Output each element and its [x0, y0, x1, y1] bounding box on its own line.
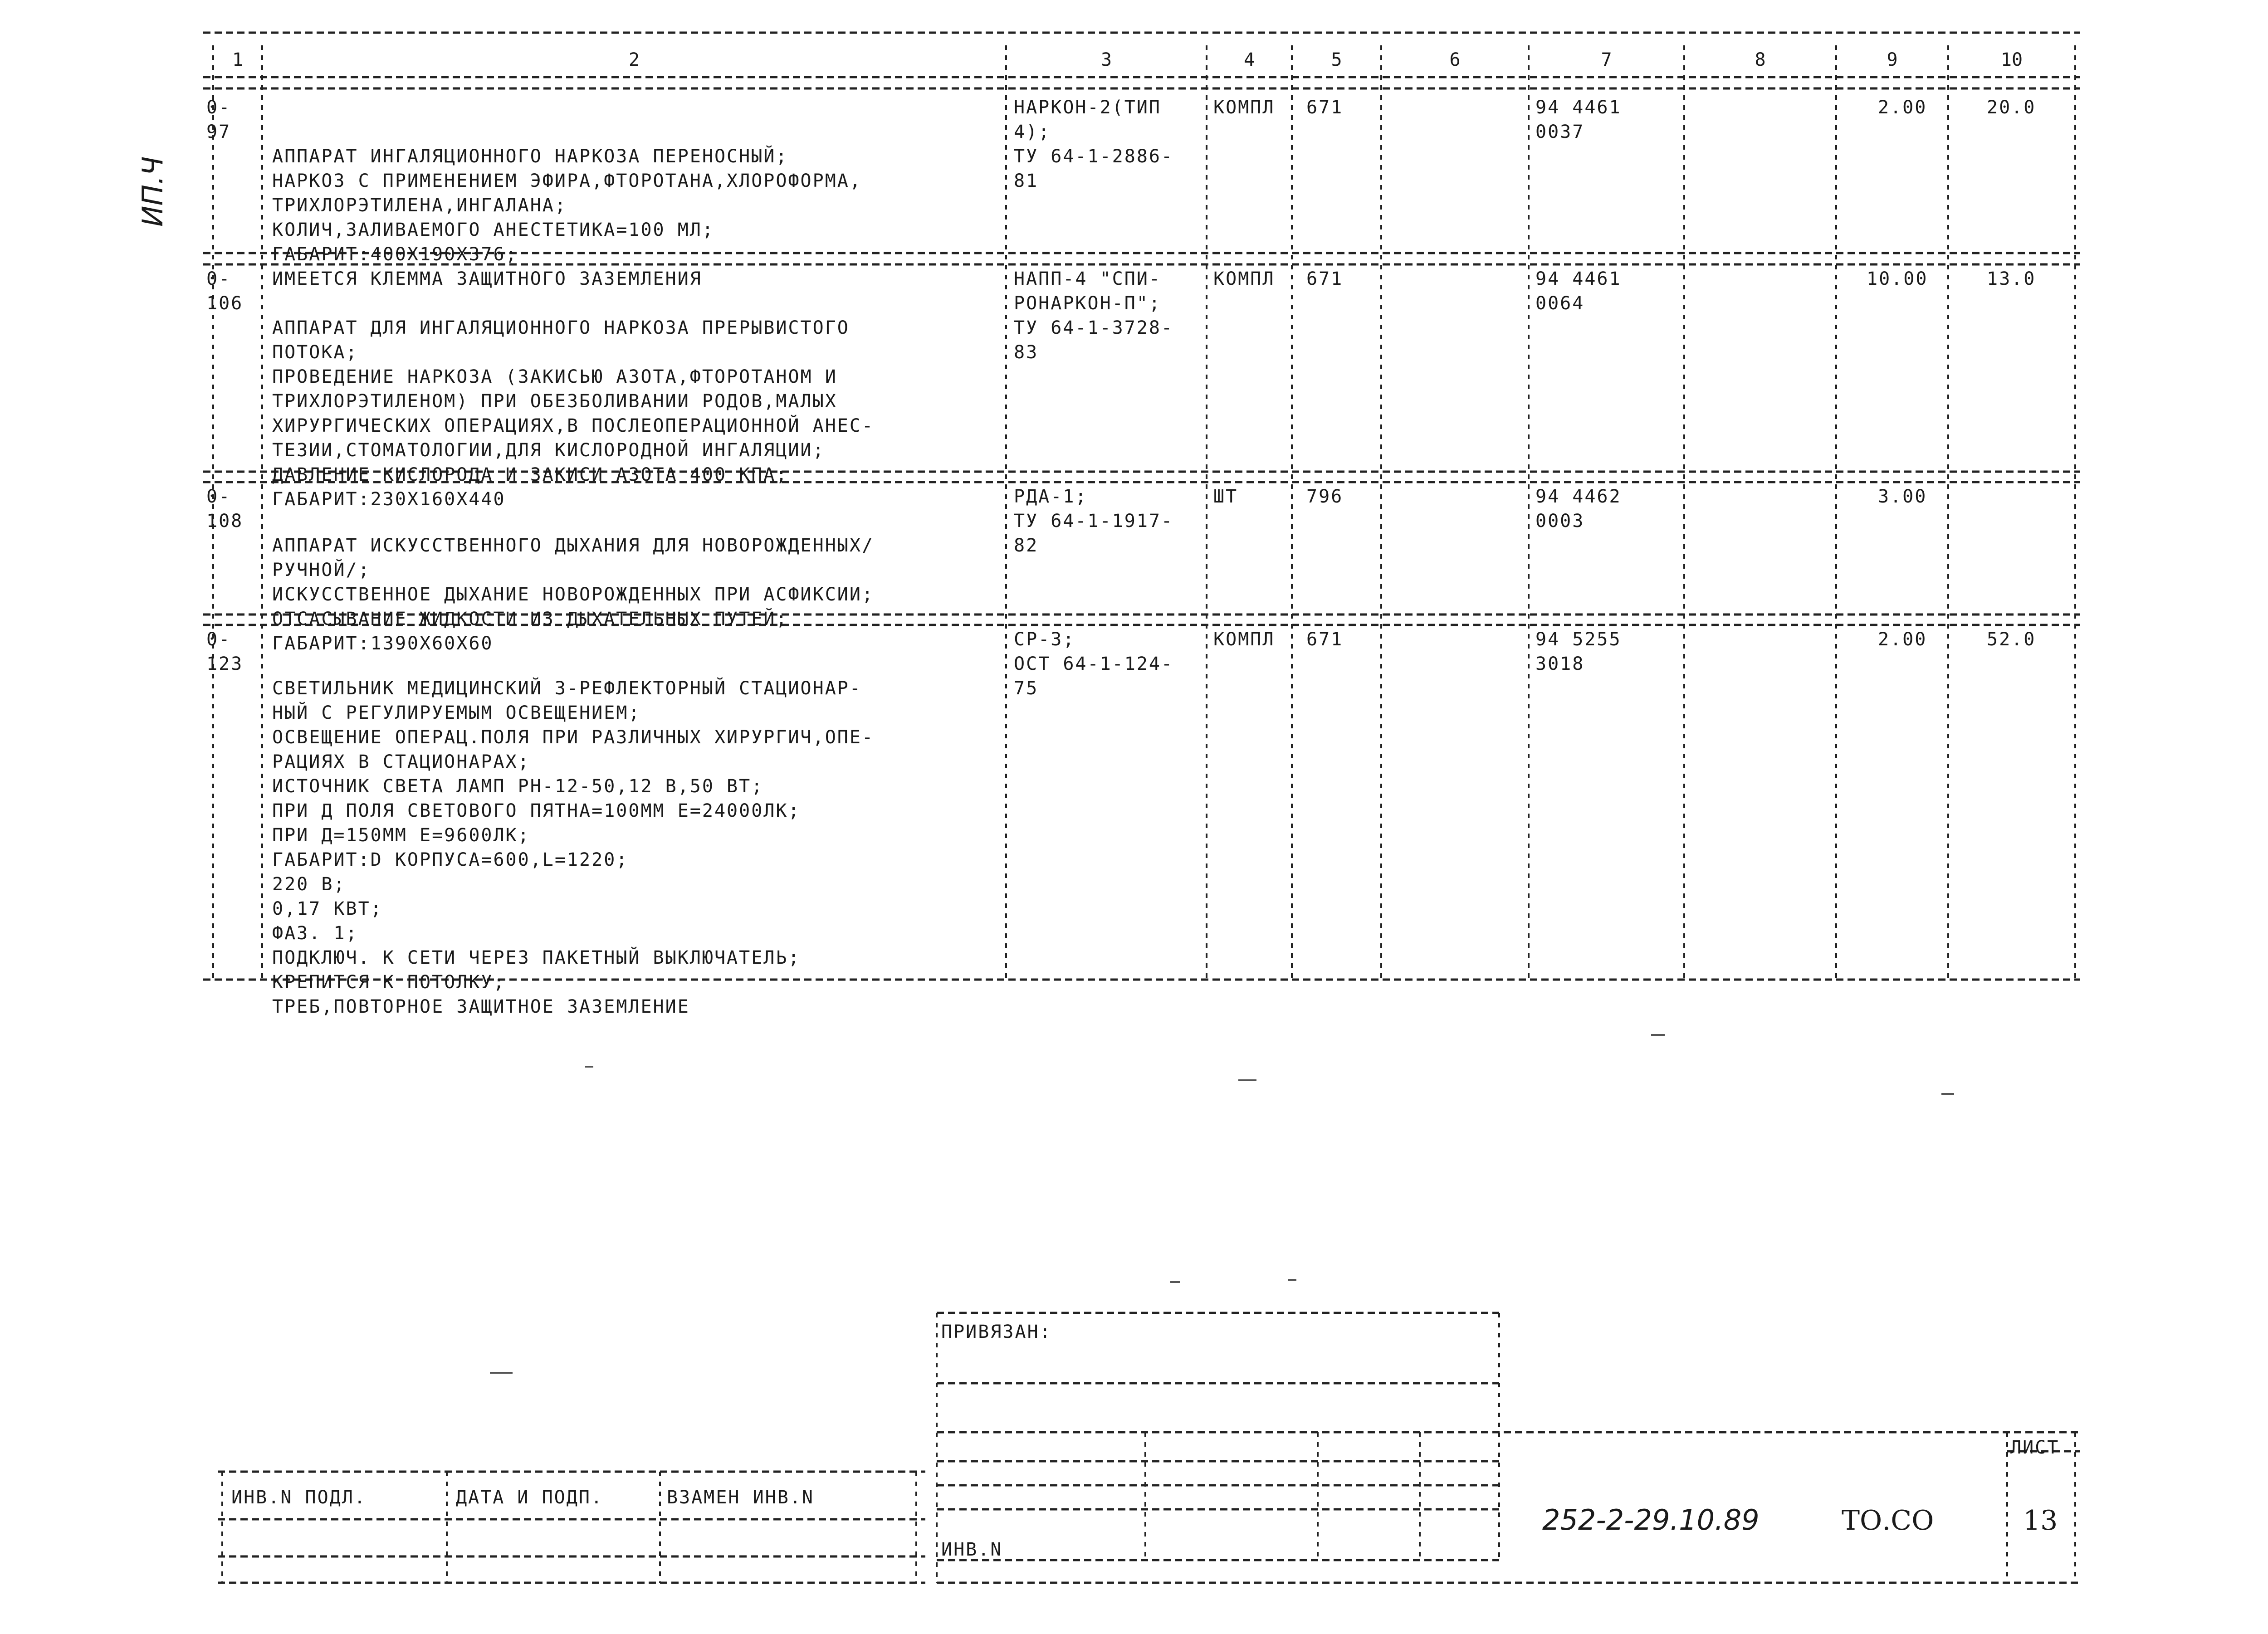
- scan-speck: [1941, 1093, 1954, 1095]
- row-quantity: 2.00: [1878, 629, 1927, 650]
- inv-n-label: ИНВ.N: [941, 1539, 1003, 1560]
- document-code: 252-2-29.10.89: [1542, 1503, 1760, 1536]
- scan-speck: [490, 1372, 513, 1374]
- row-quantity: 3.00: [1878, 486, 1927, 507]
- column-header-5: 5: [1331, 49, 1342, 70]
- column-header-7: 7: [1601, 49, 1612, 70]
- row-model: НАПП-4 "СПИ- РОНАРКОН-П"; ТУ 64-1-3728- 83: [1014, 268, 1174, 363]
- row-unit-code: 671: [1306, 629, 1344, 650]
- row-unit: КОМПЛ: [1213, 268, 1275, 289]
- scan-speck: [1238, 1079, 1256, 1081]
- scan-speck: [1170, 1281, 1180, 1283]
- row-price: 52.0: [1987, 629, 2036, 650]
- row-okp: 94 4461 0037: [1535, 97, 1622, 142]
- row-unit-code: 796: [1306, 486, 1344, 507]
- row-quantity: 10.00: [1867, 268, 1928, 289]
- margin-note: ИП.Ч: [136, 156, 169, 227]
- row-description: СВЕТИЛЬНИК МЕДИЦИНСКИЙ 3-РЕФЛЕКТОРНЫЙ СТАЦИОНАР- НЫЙ С РЕГУЛИРУЕМЫМ ОСВЕЩЕНИЕМ; ОСВЕЩЕНИЕ ОПЕРАЦ.ПОЛЯ ПРИ РАЗЛИЧНЫХ ХИРУРГИЧ,ОПЕ- РАЦИЯХ В СТАЦИОНАРАХ; ИСТОЧНИК СВЕТА ЛАМП РН-12-50,12 В,50 ВТ; ПРИ Д ПОЛЯ СВЕТОВОГО ПЯТНА=100ММ Е=24000ЛК; ПРИ Д=150ММ Е=9600ЛК; ГАБАРИТ:D КОРПУСА=600,L=1220; 220 В; 0,17 КВТ; ФАЗ. 1; ПОДКЛЮЧ. К СЕТИ ЧЕРЕЗ ПАКЕТНЫЙ ВЫКЛЮЧАТЕЛЬ; КРЕПИТСЯ К ПОТОЛКУ; ТРЕБ,ПОВТОРНОЕ ЗАЩИТНОЕ ЗАЗЕМЛЕНИЕ: [272, 678, 875, 1017]
- row-quantity: 2.00: [1878, 97, 1927, 118]
- row-description: АППАРАТ ДЛЯ ИНГАЛЯЦИОННОГО НАРКОЗА ПРЕРЫВИСТОГО ПОТОКА; ПРОВЕДЕНИЕ НАРКОЗА (ЗАКИСЬЮ АЗОТА,ФТОРОТАНОМ И ТРИХЛОРЭТИЛЕНОМ) ПРИ ОБЕЗБОЛИВАНИИ РОДОВ,МАЛЫХ ХИРУРГИЧЕСКИХ ОПЕРАЦИЯХ,В ПОСЛЕОПЕРАЦИОННОЙ АНЕС- ТЕЗИИ,СТОМАТОЛОГИИ,ДЛЯ КИСЛОРОДНОЙ ИНГАЛЯЦИИ; ДАВЛЕНИЕ КИСЛОРОДА И ЗАКИСИ АЗОТА 400 КПА; ГАБАРИТ:230Х160Х440: [272, 317, 875, 510]
- privyazan-label: ПРИВЯЗАН:: [941, 1322, 1052, 1342]
- row-model: НАРКОН-2(ТИП 4); ТУ 64-1-2886- 81: [1014, 97, 1174, 191]
- row-code: 0- 97: [206, 97, 231, 142]
- row-unit: КОМПЛ: [1213, 97, 1275, 118]
- column-header-9: 9: [1887, 49, 1898, 70]
- scan-speck: [585, 1066, 593, 1068]
- inv-n-podl-label: ИНВ.N ПОДЛ.: [231, 1487, 367, 1508]
- row-okp: 94 5255 3018: [1535, 629, 1622, 674]
- column-header-10: 10: [2000, 49, 2023, 70]
- row-unit: КОМПЛ: [1213, 629, 1275, 650]
- column-header-4: 4: [1243, 49, 1255, 70]
- row-price: 13.0: [1987, 268, 2036, 289]
- row-code: 0- 108: [206, 486, 244, 532]
- row-price: 20.0: [1987, 97, 2036, 118]
- scan-speck: [1651, 1034, 1665, 1036]
- sheet-label: ЛИСТ: [2010, 1437, 2060, 1458]
- row-code: 0- 106: [206, 268, 244, 314]
- row-unit-code: 671: [1306, 268, 1344, 289]
- row-okp: 94 4461 0064: [1535, 268, 1622, 314]
- row-model: СР-3; ОСТ 64-1-124- 75: [1014, 629, 1174, 699]
- row-description: АППАРАТ ИНГАЛЯЦИОННОГО НАРКОЗА ПЕРЕНОСНЫЙ; НАРКОЗ С ПРИМЕНЕНИЕМ ЭФИРА,ФТОРОТАНА,ХЛОРОФОРМА, ТРИХЛОРЭТИЛЕНА,ИНГАЛАНА; КОЛИЧ,ЗАЛИВАЕМОГО АНЕСТЕТИКА=100 МЛ; ГАБАРИТ:400Х190Х376; ИМЕЕТСЯ КЛЕММА ЗАЩИТНОГО ЗАЗЕМЛЕНИЯ: [272, 146, 862, 289]
- column-header-8: 8: [1755, 49, 1766, 70]
- column-header-6: 6: [1449, 49, 1461, 70]
- sheet-number: 13: [2023, 1505, 2058, 1536]
- column-header-1: 1: [232, 49, 244, 70]
- date-sign-label: ДАТА И ПОДП.: [456, 1487, 603, 1508]
- scan-speck: [1288, 1279, 1296, 1281]
- row-description: АППАРАТ ИСКУССТВЕННОГО ДЫХАНИЯ ДЛЯ НОВОРОЖДЕННЫХ/ РУЧНОЙ/; ИСКУССТВЕННОЕ ДЫХАНИЕ НОВОРОЖДЕННЫХ ПРИ АСФИКСИИ; ОТСАСЫВАНИЕ ЖИДКОСТИ ИЗ ДЫХАТЕЛЬНЫХ ПУТЕЙ; ГАБАРИТ:1390Х60Х60: [272, 535, 875, 654]
- row-unit: ШТ: [1213, 486, 1238, 507]
- row-okp: 94 4462 0003: [1535, 486, 1622, 532]
- row-model: РДА-1; ТУ 64-1-1917- 82: [1014, 486, 1174, 556]
- row-unit-code: 671: [1306, 97, 1344, 118]
- document-mark: ТО.СО: [1842, 1505, 1934, 1536]
- column-header-2: 2: [628, 49, 640, 70]
- vzamen-inv-label: ВЗАМЕН ИНВ.N: [667, 1487, 814, 1508]
- column-header-3: 3: [1100, 49, 1112, 70]
- row-code: 0- 123: [206, 629, 244, 674]
